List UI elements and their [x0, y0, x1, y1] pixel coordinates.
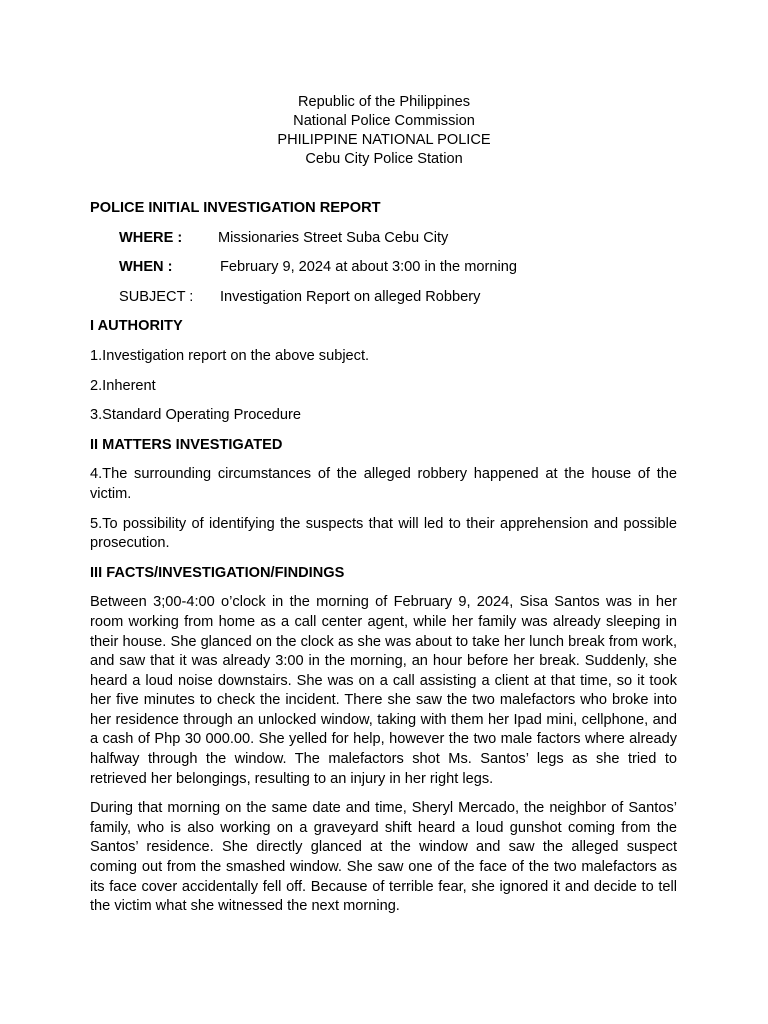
letterhead-commission: National Police Commission	[293, 113, 475, 129]
where-row	[90, 229, 677, 249]
section-matters-heading: II MATTERS INVESTIGATED	[90, 436, 283, 453]
facts-paragraph-1: Between 3;00-4:00 o’clock in the morning of February 9, 2024, Sisa Santos was in her room working from home as a call center agent, while her family was already sleeping in their house. She glanced on the clock as she was about to take her lunch break from work, and saw that it was already 3:00 in the morning, an hour before her break. Suddenly, she heard a loud noise downstairs. She was on a call assisting a client at that time, so it took her five minutes to check the incident. There she saw the two malefactors who broke into her residence through an unlocked window, taking with them her Ipad mini, cellphone, and a cash of Php 30 000.00. She yelled for help, however the two male factors where already halfway through the window. The malefactors shot Ms. Santos’ legs as she tried to retrieved her belongings, resulting to an injury in her right legs.	[90, 594, 677, 787]
matters-item-4: 4.The surrounding circumstances of the alleged robbery happened at the house of the victim.	[90, 466, 677, 502]
when-value: February 9, 2024 at about 3:00 in the morning	[220, 259, 517, 276]
section-authority-heading: I AUTHORITY	[90, 318, 183, 335]
where-value: Missionaries Street Suba Cebu City	[218, 229, 449, 246]
subject-label: SUBJECT :	[119, 288, 194, 305]
report-body	[90, 199, 677, 917]
authority-item-3: 3.Standard Operating Procedure	[90, 407, 301, 424]
authority-item-1: 1.Investigation report on the above subject.	[90, 347, 370, 364]
subject-value: Investigation Report on alleged Robbery	[220, 288, 481, 305]
authority-item-2: 2.Inherent	[90, 377, 156, 394]
letterhead-pnp: PHILIPPINE NATIONAL POLICE	[277, 132, 491, 148]
letterhead-republic: Republic of the Philippines	[298, 94, 470, 110]
where-label: WHERE :	[119, 229, 183, 246]
letterhead-station: Cebu City Police Station	[305, 151, 463, 167]
subject-row	[90, 288, 677, 308]
facts-paragraph-2: During that morning on the same date and time, Sheryl Mercado, the neighbor of Santos’ family, who is also working on a graveyard shift heard a loud gunshot coming from the Santos’ residence. She directly glanced at the window and saw the alleged suspect coming out from the smashed window. She saw one of the face of the two malefactors as its face cover accidentally fell off. Because of terrible fear, she ignored it and decide to tell the victim what she witnessed the next morning.	[90, 800, 677, 915]
when-row	[90, 258, 677, 278]
letterhead	[0, 93, 768, 169]
report-title: POLICE INITIAL INVESTIGATION REPORT	[90, 200, 381, 216]
section-facts-heading: III FACTS/INVESTIGATION/FINDINGS	[90, 564, 345, 581]
when-label: WHEN :	[119, 259, 173, 276]
matters-item-5: 5.To possibility of identifying the suspects that will led to their apprehension and possible prosecution.	[90, 515, 677, 552]
